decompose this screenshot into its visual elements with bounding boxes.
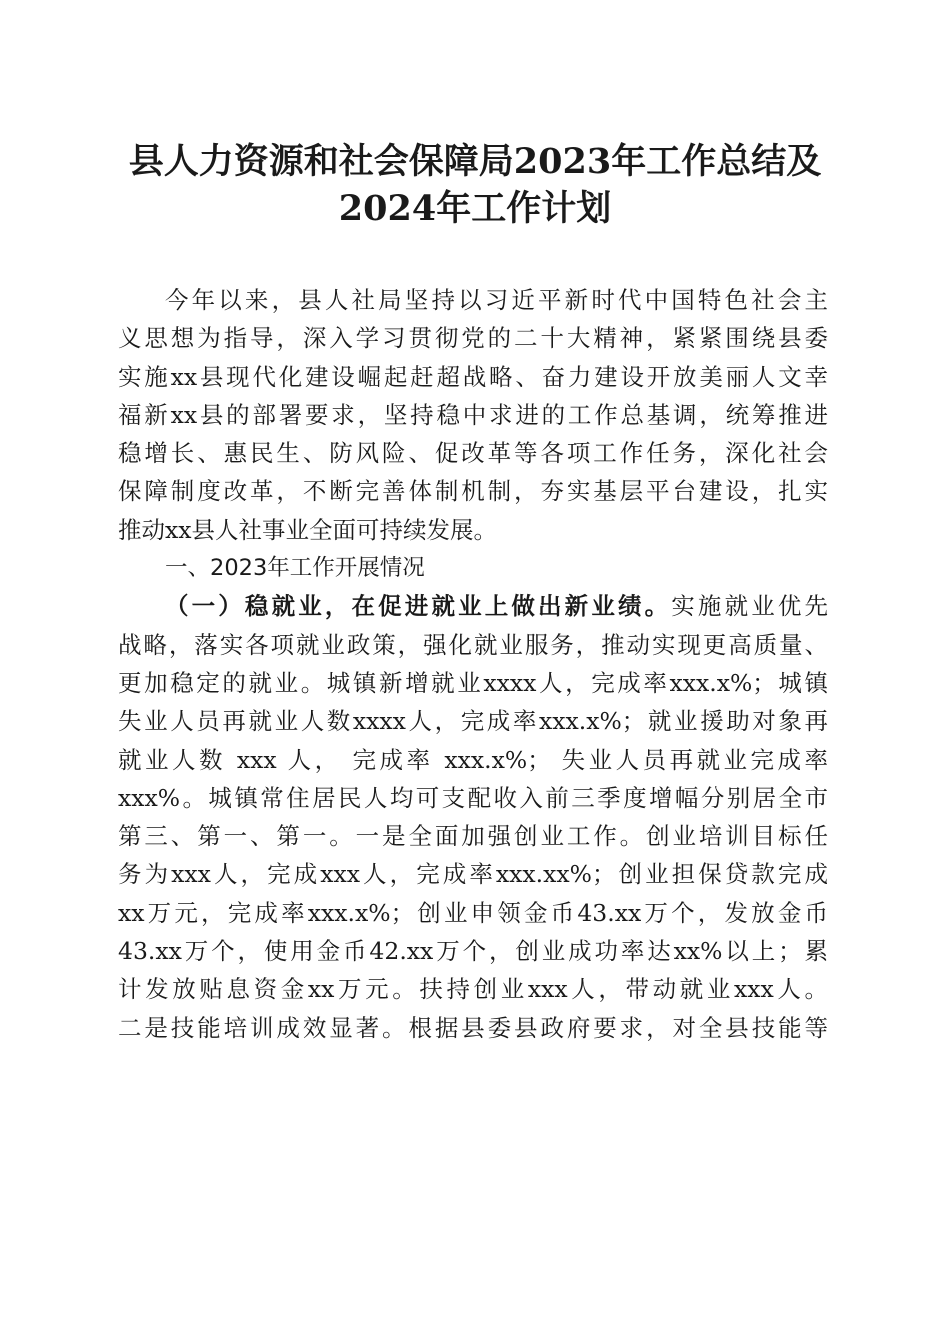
title-line-1: 县人力资源和社会保障局2023年工作总结及 [128, 141, 822, 182]
paragraph-line: 失业人员再就业人数xxxx人，完成率xxx.x%；就业援助对象再 [118, 707, 828, 736]
title-line-2: 2024年工作计划 [338, 188, 612, 229]
paragraph-line: 今年以来，县人社局坚持以习近平新时代中国特色社会主 [165, 286, 828, 314]
paragraph-line: 推动xx县人社事业全面可持续发展。 [118, 515, 498, 544]
paragraph-line: 福新xx县的部署要求，坚持稳中求进的工作总基调，统筹推进 [118, 400, 828, 429]
paragraph-line: 稳增长、惠民生、防风险、促改革等各项工作任务，深化社会 [118, 439, 828, 468]
paragraph-line: 计发放贴息资金xx万元。扶持创业xxx人，带动就业xxx人。 [118, 975, 828, 1004]
paragraph-line: 二是技能培训成效显著。根据县委县政府要求，对全县技能等 [118, 1013, 828, 1042]
paragraph-line: 43.xx万个，使用金币42.xx万个，创业成功率达xx%以上；累 [118, 937, 828, 966]
paragraph-line [118, 587, 828, 625]
document-body [118, 281, 828, 1047]
paragraph-line: 务为xxx人，完成xxx人，完成率xxx.xx%；创业担保贷款完成 [118, 860, 828, 889]
paragraph-line: 就业人数 xxx 人， 完成率 xxx.x%； 失业人员再就业完成率 [118, 745, 828, 774]
paragraph-line: xxx%。城镇常住居民人均可支配收入前三季度增幅分别居全市 [118, 783, 828, 812]
document-title [100, 138, 850, 232]
intro-paragraph [118, 281, 828, 549]
paragraph-line: xx万元，完成率xxx.x%；创业申领金币43.xx万个，发放金币 [118, 898, 828, 927]
subsection-paragraph [118, 587, 828, 1047]
paragraph-line: 保障制度改革，不断完善体制机制，夯实基层平台建设，扎实 [118, 477, 828, 506]
paragraph-line: 实施xx县现代化建设崛起赶超战略、奋力建设开放美丽人文幸 [118, 362, 828, 391]
paragraph-line: 更加稳定的就业。城镇新增就业xxxx人，完成率xxx.x%；城镇 [118, 668, 828, 697]
paragraph-line: 义思想为指导，深入学习贯彻党的二十大精神，紧紧围绕县委 [118, 324, 828, 353]
paragraph-text: 实施就业优先 [671, 592, 829, 621]
paragraph-line: 第三、第一、第一。一是全面加强创业工作。创业培训目标任 [118, 822, 828, 851]
paragraph-line: 战略，落实各项就业政策，强化就业服务，推动实现更高质量、 [118, 630, 828, 659]
subsection-heading: （一）稳就业，在促进就业上做出新业绩。 [165, 592, 672, 621]
section-heading: 一、2023年工作开展情况 [165, 555, 425, 582]
